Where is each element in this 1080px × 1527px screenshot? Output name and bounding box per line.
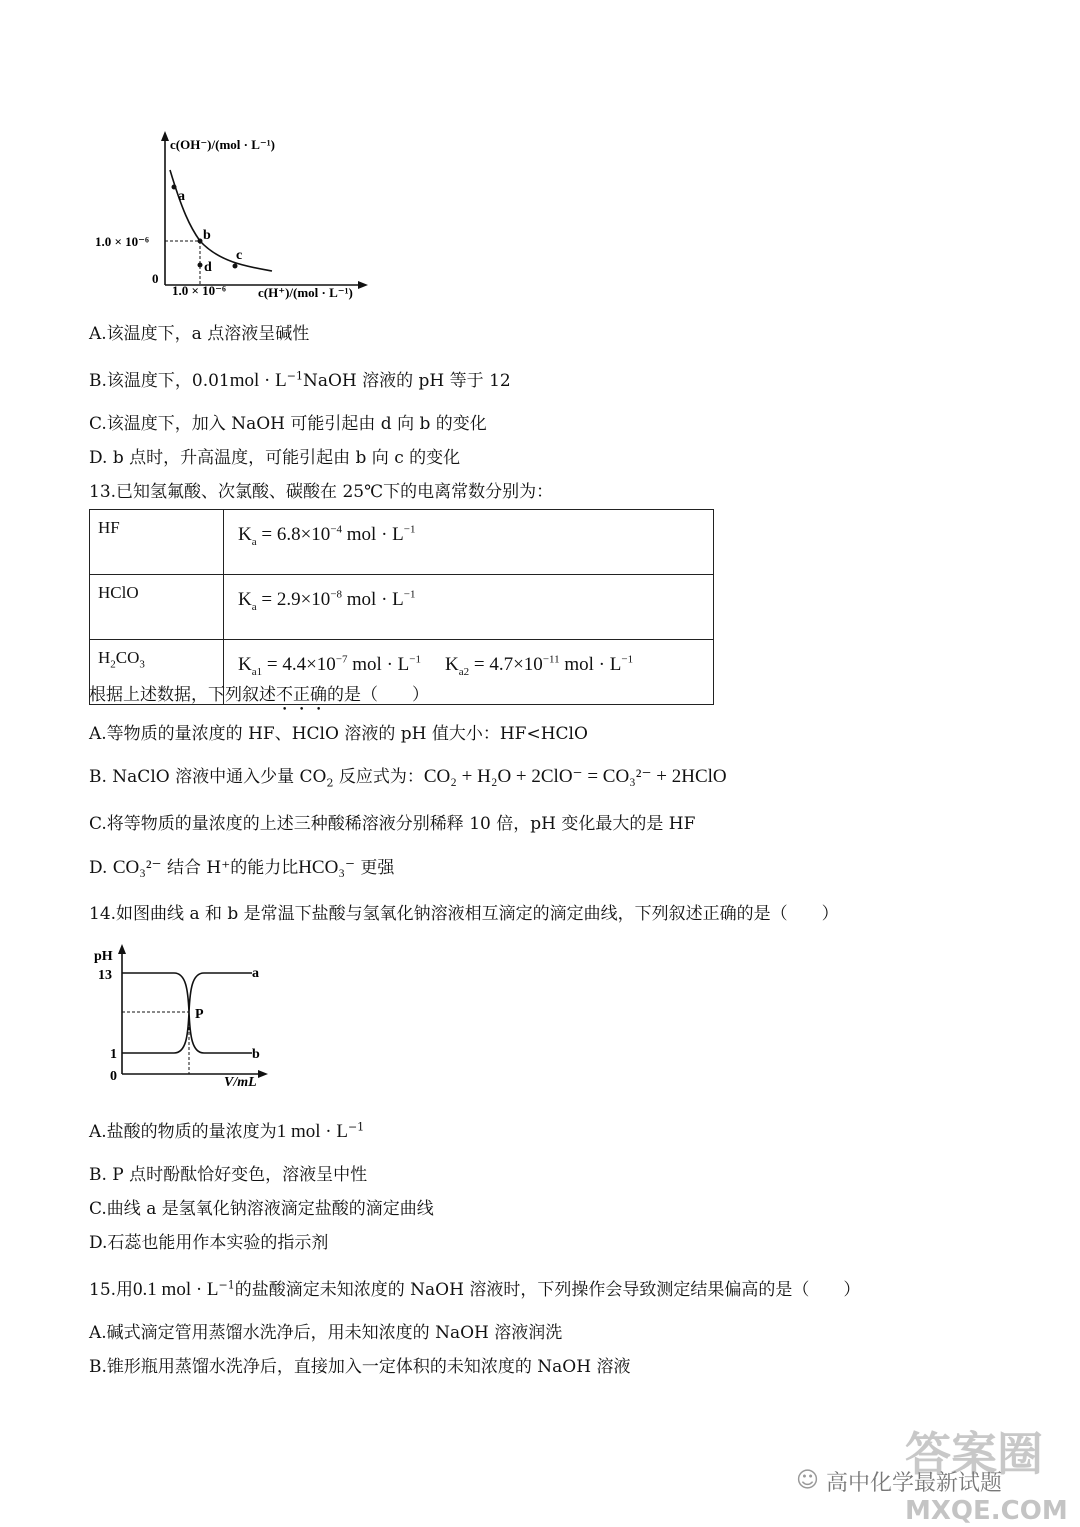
x-axis-arrow xyxy=(358,281,368,289)
tick-1: 1 xyxy=(110,1047,117,1062)
watermark-wechat: 高中化学最新试题 xyxy=(826,1471,1003,1496)
q15-stem: 15.用0.1 mol · $L^{-1}$的盐酸滴定未知浓度的 NaOH 溶液时，下列操作会导致测定结果偏高的是（ ） xyxy=(89,1278,861,1300)
acid-cell: HClO xyxy=(90,575,224,640)
q15-option-b: B.锥形瓶用蒸馏水洗净后，直接加入一定体积的未知浓度的 NaOH 溶液 xyxy=(89,1357,631,1377)
point-d xyxy=(198,263,203,268)
point-c xyxy=(233,264,238,269)
label-point-p: P xyxy=(195,1007,204,1022)
volume-axis-label: V/mL xyxy=(224,1075,257,1090)
ka-cell: $K_a = 6.8\times 10^{-4}$ mol · $L^{-1}$ xyxy=(224,510,714,575)
q14-option-b: B. P 点时酚酞恰好变色，溶液呈中性 xyxy=(89,1165,368,1185)
graph-ion-product xyxy=(90,125,390,310)
y-axis-arrow xyxy=(161,131,169,141)
origin-label: 0 xyxy=(152,271,159,286)
q12-b-pre: B.该温度下，0.01 xyxy=(89,371,230,391)
curve-a xyxy=(122,973,252,1012)
y-tick-label: 1.0 × 10⁻⁶ xyxy=(95,234,149,249)
watermark-site: MXQE.COM xyxy=(905,1496,1068,1526)
q12-option-d: D. b 点时，升高温度，可能引起由 b 向 c 的变化 xyxy=(89,448,461,468)
label-d: d xyxy=(204,260,212,275)
q12-b-sup: −1 xyxy=(286,369,303,383)
y-axis-label: c(OH⁻)/(mol · L⁻¹) xyxy=(170,137,275,152)
x-tick-label: 1.0 × 10⁻⁶ xyxy=(172,283,226,298)
bicarbonate-ion: HCO₃⁻ xyxy=(298,857,355,878)
q13-question: 根据上述数据，下列叙述不正确的是（ ） xyxy=(89,685,429,705)
curve xyxy=(170,170,272,271)
acid-cell: HF xyxy=(90,510,224,575)
point-b xyxy=(198,239,203,244)
acid-cell: $H_2CO_3$ xyxy=(90,640,224,705)
q15-option-a: A.碱式滴定管用蒸馏水洗净后，用未知浓度的 NaOH 溶液润洗 xyxy=(89,1323,563,1343)
reaction-equation: CO₂ + H₂O + 2ClO⁻ = CO₃²⁻ + 2HClO xyxy=(423,766,727,787)
q12-option-a: A.该温度下，a 点溶液呈碱性 xyxy=(89,324,310,344)
q14-option-d: D.石蕊也能用作本实验的指示剂 xyxy=(89,1233,329,1253)
curve-b xyxy=(122,1012,252,1053)
q13-option-b: B. NaClO 溶液中通入少量 $CO_2$ 反应式为：CO₂ + H₂O + 2ClO⁻ = CO₃²⁻ + 2HClO xyxy=(89,766,727,790)
origin-label: 0 xyxy=(110,1069,117,1084)
q14-option-a: A.盐酸的物质的量浓度为1 mol · $L^{-1}$ xyxy=(89,1120,365,1142)
q13-option-c: C.将等物质的量浓度的上述三种酸稀溶液分别稀释 10 倍，pH 变化最大的是 HF xyxy=(89,814,696,834)
ionization-constant-table xyxy=(89,509,714,705)
point-a xyxy=(172,185,177,190)
emphasis-not-correct: 不正确 xyxy=(276,685,327,705)
tick-13: 13 xyxy=(98,968,112,983)
label-curve-b: b xyxy=(252,1047,260,1062)
wechat-icon: ☺ xyxy=(796,1468,819,1493)
table-row xyxy=(90,575,714,640)
x-axis-label: c(H⁺)/(mol · L⁻¹) xyxy=(258,285,353,300)
label-curve-a: a xyxy=(252,966,259,981)
table-row xyxy=(90,510,714,575)
q14-option-c: C.曲线 a 是氢氧化钠溶液滴定盐酸的滴定曲线 xyxy=(89,1199,434,1219)
q13-stem: 13.已知氢氟酸、次氯酸、碳酸在 25℃下的电离常数分别为： xyxy=(89,482,554,502)
graph-titration-curves xyxy=(90,940,280,1090)
carbonate-ion: CO₃²⁻ xyxy=(112,857,162,878)
label-a: a xyxy=(178,189,185,204)
ph-axis-arrow xyxy=(118,944,126,954)
volume-axis-arrow xyxy=(258,1070,268,1078)
q12-option-b xyxy=(89,370,511,392)
q12-b-post: NaOH 溶液的 pH 等于 12 xyxy=(302,371,511,391)
watermark-logo: 答案圈 xyxy=(905,1427,1043,1481)
label-c: c xyxy=(236,248,243,263)
q13-option-d: D. CO₃²⁻ 结合 H⁺的能力比HCO₃⁻ 更强 xyxy=(89,857,395,878)
q12-b-unit: mol · L xyxy=(229,370,287,391)
ph-axis-label: pH xyxy=(94,949,113,964)
ka-cell: $K_a = 2.9\times 10^{-8}$ mol · $L^{-1}$ xyxy=(224,575,714,640)
q12-option-c: C.该温度下，加入 NaOH 可能引起由 d 向 b 的变化 xyxy=(89,414,487,434)
label-b: b xyxy=(203,228,211,243)
q14-stem: 14.如图曲线 a 和 b 是常温下盐酸与氢氧化钠溶液相互滴定的滴定曲线，下列叙述正确的是（ ） xyxy=(89,904,839,924)
ka-cell: $K_{a1} = 4.4\times 10^{-7}$ mol · $L^{-1}$ $K_{a2} = 4.7\times 10^{-11}$ mol · $L^{-1}$ xyxy=(224,640,714,705)
q13-option-a: A.等物质的量浓度的 HF、HClO 溶液的 pH 值大小：HF<HClO xyxy=(89,724,588,744)
